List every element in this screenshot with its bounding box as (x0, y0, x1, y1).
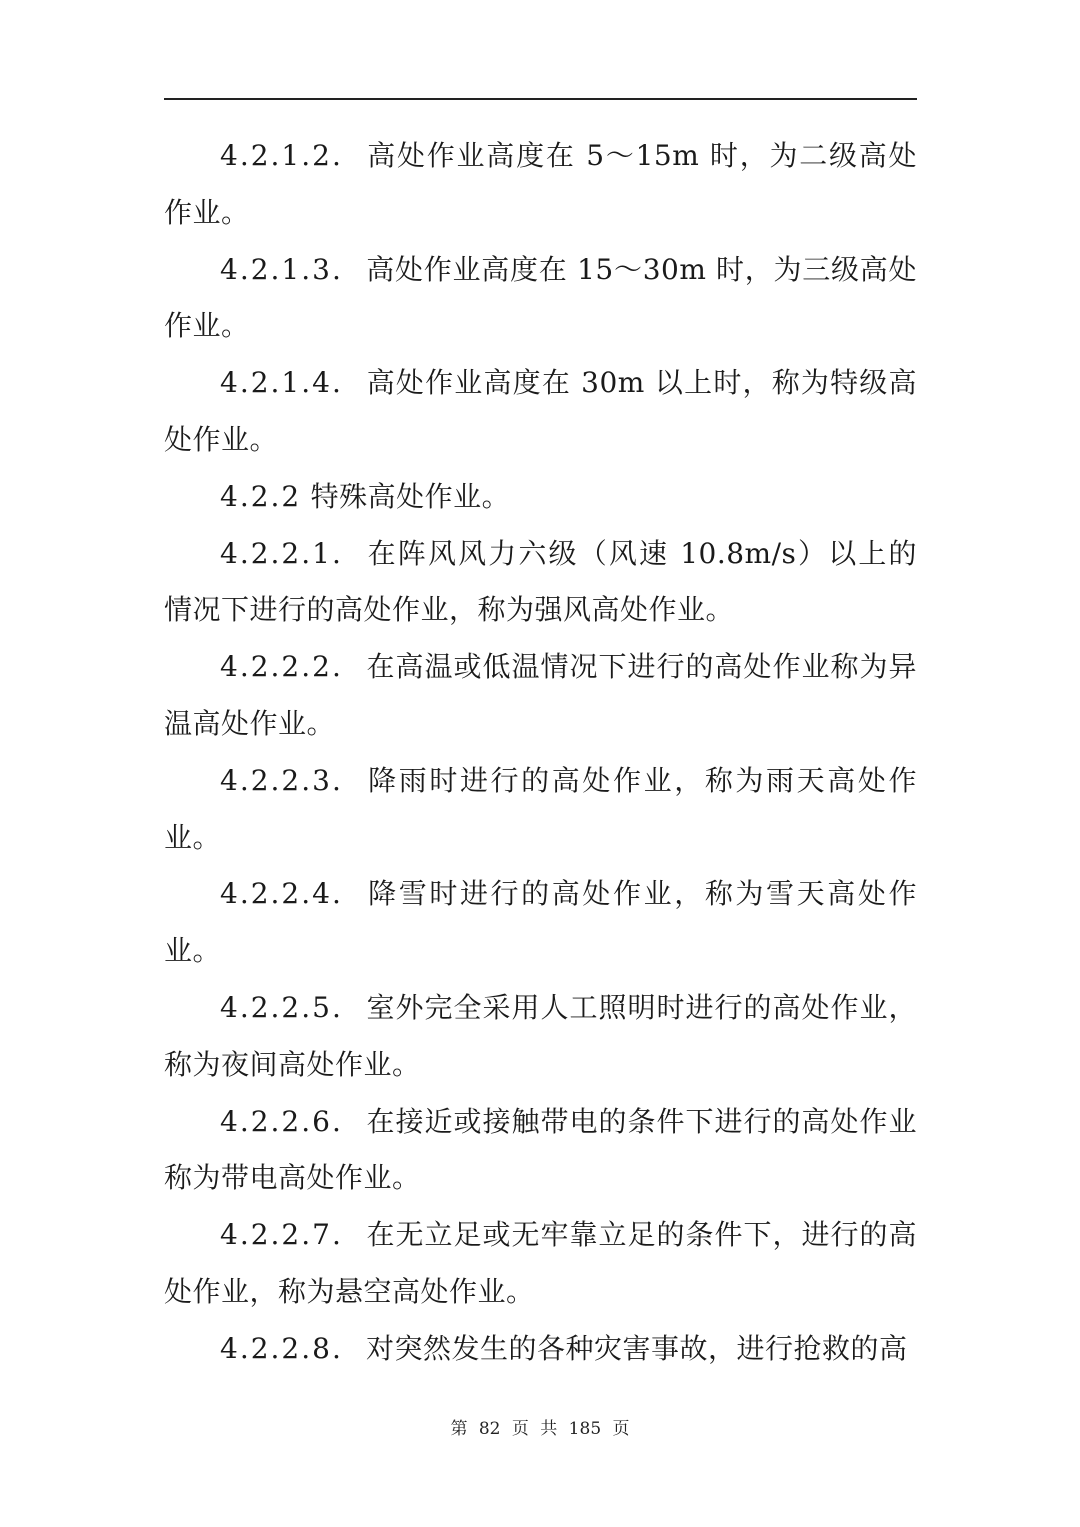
paragraph-4-2-2 (164, 469, 917, 526)
section-number: 4.2.2 (220, 479, 302, 513)
paragraph-text: 降雪时进行的高处作业，称为雪天高处作业。 (164, 877, 917, 968)
paragraph-text: 对突然发生的各种灾害事故，进行抢救的高 (366, 1331, 908, 1365)
paragraph-text: 高处作业高度在 15～30m 时，为三级高处作业。 (164, 252, 917, 343)
header-rule (164, 98, 917, 100)
paragraph-text: 高处作业高度在 5～15m 时，为二级高处作业。 (164, 139, 917, 229)
section-number: 4.2.2.3. (220, 763, 343, 797)
body-text (164, 128, 917, 1378)
paragraph-4-2-2-4 (164, 866, 917, 980)
paragraph-4-2-1-3 (164, 242, 917, 356)
section-number: 4.2.2.2. (220, 650, 343, 684)
paragraph-text: 高处作业高度在 30m 以上时，称为特级高处作业。 (164, 366, 917, 456)
paragraph-4-2-1-4 (164, 355, 917, 469)
paragraph-4-2-2-6 (164, 1094, 917, 1208)
paragraph-4-2-2-8 (164, 1321, 917, 1378)
paragraph-4-2-2-5 (164, 980, 917, 1094)
section-number: 4.2.1.2. (220, 139, 343, 172)
paragraph-text: 特殊高处作业。 (310, 479, 511, 513)
section-number: 4.2.2.7. (220, 1218, 343, 1252)
paragraph-text: 降雨时进行的高处作业，称为雨天高处作业。 (164, 763, 917, 854)
paragraph-4-2-2-3 (164, 753, 917, 867)
paragraph-text: 在无立足或无牢靠立足的条件下，进行的高处作业，称为悬空高处作业。 (164, 1218, 917, 1308)
paragraph-4-2-1-2 (164, 128, 917, 242)
paragraph-4-2-2-7 (164, 1207, 917, 1321)
page-footer: 第 82 页 共 185 页 (450, 1419, 630, 1439)
paragraph-4-2-2-2 (164, 639, 917, 753)
section-number: 4.2.2.6. (220, 1104, 343, 1138)
section-number: 4.2.2.4. (220, 877, 343, 911)
paragraph-text: 在阵风风力六级（风速 10.8m/s）以上的情况下进行的高处作业，称为强风高处作业。 (164, 536, 917, 627)
section-number: 4.2.2.5. (220, 990, 343, 1024)
paragraph-4-2-2-1 (164, 526, 917, 640)
paragraph-text: 在高温或低温情况下进行的高处作业称为异温高处作业。 (164, 650, 917, 740)
section-number: 4.2.1.4. (220, 366, 343, 400)
paragraph-text: 在接近或接触带电的条件下进行的高处作业称为带电高处作业。 (164, 1104, 917, 1195)
paragraph-text: 室外完全采用人工照明时进行的高处作业，称为夜间高处作业。 (164, 990, 917, 1081)
section-number: 4.2.1.3. (220, 252, 343, 286)
section-number: 4.2.2.1. (220, 536, 343, 570)
section-number: 4.2.2.8. (220, 1331, 343, 1365)
